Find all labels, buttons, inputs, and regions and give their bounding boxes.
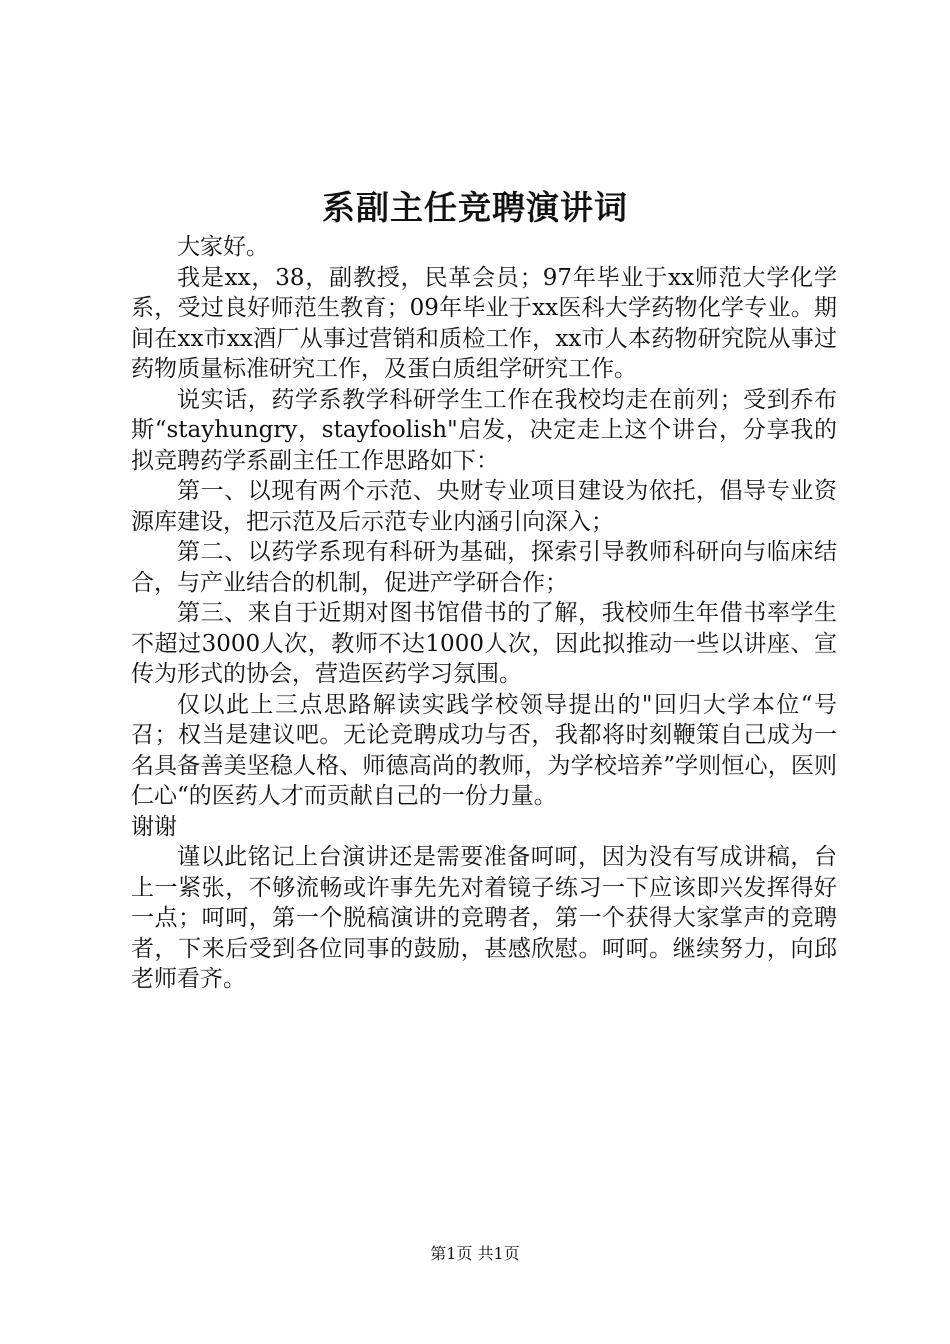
paragraph-self-introduction: 我是xx，38，副教授，民革会员；97年毕业于xx师范大学化学系，受过良好师范生教育；09年毕业于xx医科大学药物化学专业。期间在xx市xx酒厂从事过营销和质检工作，xx市人本药物研究院从事过药物质量标准研究工作，及蛋白质组学研究工作。 xyxy=(131,264,837,382)
paragraph-closing: 仅以此上三点思路解读实践学校领导提出的"回归大学本位“号召；权当是建议吧。无论竞聘成功与否，我都将时刻鞭策自己成为一名具备善美坚稳人格、师德高尚的教师，为学校培养”学则恒心，医则仁心“的医药人才而贡献自己的一份力量。 xyxy=(131,691,837,809)
document-body xyxy=(131,232,837,995)
document-title: 系副主任竞聘演讲词 xyxy=(322,188,628,227)
paragraph-point-three: 第三、来自于近期对图书馆借书的了解，我校师生年借书率学生不超过3000人次，教师不达1000人次，因此拟推动一些以讲座、宣传为形式的协会，营造医药学习氛围。 xyxy=(131,600,837,687)
paragraph-thanks: 谢谢 xyxy=(131,813,177,840)
paragraph-point-two: 第二、以药学系现有科研为基础，探索引导教师科研向与临床结合，与产业结合的机制，促进产学研合作； xyxy=(131,539,837,596)
paragraph-motivation: 说实话，药学系教学科研学生工作在我校均走在前列；受到乔布斯“stayhungry，stayfoolish"启发，决定走上这个讲台，分享我的拟竞聘药学系副主任工作思路如下： xyxy=(131,386,837,474)
paragraph-reflection: 谨以此铭记上台演讲还是需要准备呵呵，因为没有写成讲稿，台上一紧张，不够流畅或许事先先对着镜子练习一下应该即兴发挥得好一点；呵呵，第一个脱稿演讲的竞聘者，第一个获得大家掌声的竞聘者，下来后受到各位同事的鼓励，甚感欣慰。呵呵。继续努力，向邱老师看齐。 xyxy=(131,844,837,992)
page-number-footer: 第1页 共1页 xyxy=(430,1244,520,1263)
paragraph-point-one: 第一、以现有两个示范、央财专业项目建设为依托，倡导专业资源库建设，把示范及后示范专业内涵引向深入； xyxy=(131,478,837,535)
paragraph-greeting: 大家好。 xyxy=(177,234,269,260)
